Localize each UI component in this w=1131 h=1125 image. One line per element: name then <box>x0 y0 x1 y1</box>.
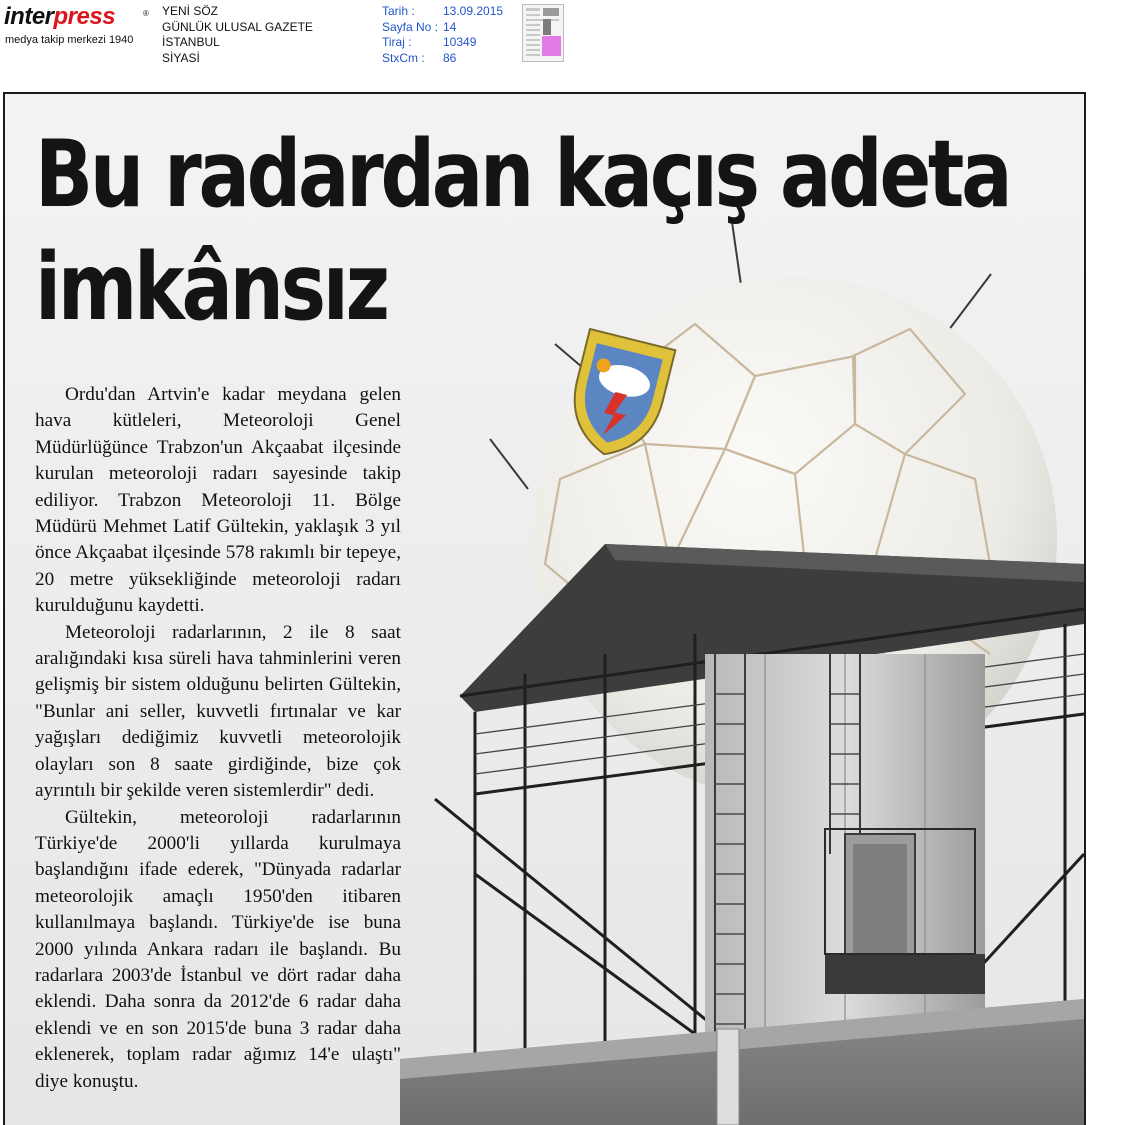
logo-wordmark <box>4 3 115 31</box>
date-label: Tarih : <box>382 4 415 18</box>
headline-line-2: imkânsız <box>35 233 387 341</box>
publication-city: İSTANBUL <box>162 35 220 49</box>
publication-type: GÜNLÜK ULUSAL GAZETE <box>162 19 313 34</box>
page-thumbnail <box>522 4 564 62</box>
logo-word-inter: inter <box>4 3 54 30</box>
article-headline <box>35 118 1010 344</box>
date-value: 13.09.2015 <box>443 4 504 18</box>
registered-mark: ® <box>143 9 149 18</box>
publication-info <box>162 4 313 66</box>
publication-section: SİYASİ <box>162 50 200 65</box>
page-label: Sayfa No : <box>382 19 439 34</box>
founded-year: 1940 <box>108 34 134 46</box>
headline-line-1: Bu radardan kaçış adeta <box>35 120 1010 228</box>
logo-tagline <box>5 34 133 46</box>
publication-name: YENİ SÖZ <box>162 4 219 18</box>
logo-word-press: press <box>53 3 116 30</box>
article-paragraph-2: Meteoroloji radarlarının, 2 ile 8 saat aralığındaki kısa süreli hava tahminlerini veren gelişmiş bir sistem olduğunu belirten Gültekin, "Bunlar ani seller, kuvvetli fırtınalar ve kar yağışları dediğimiz kuvvetli meteorolojik olayları son 8 saate girdiğinde, bize çok ayrıntılı bir şekilde veren sistemlerdir" dedi. <box>35 621 401 802</box>
stxcm-label: StxCm : <box>382 50 425 65</box>
circulation-value: 10349 <box>443 35 477 49</box>
stxcm-value: 86 <box>443 50 457 65</box>
circulation-label: Tiraj : <box>382 35 412 49</box>
tagline-text: medya takip merkezi <box>5 34 106 46</box>
article-paragraph-3: Gültekin, meteoroloji radarlarının Türkiye'de 2000'li yıllarda kurulmaya başlandığını ifade ederek, "Dünyada radarlar meteorolojik amaçlı 1950'den itibaren kullanılmaya başlandı. Türkiye'de ise buna 2000 yılında Ankara radarı ile başlandı. Bu radarlara 2003'de İstanbul ve dört radar daha eklendi. Daha sonra da 2012'de 6 radar daha eklendi ve en son 2015'de buna 3 radar daha eklenerek, toplam radar ağımız 14'e ulaştı" diye konuştu. <box>35 806 401 1092</box>
article-paragraph-1: Ordu'dan Artvin'e kadar meydana gelen hava kütleleri, Meteoroloji Genel Müdürlüğünce Trabzon'un Akçaabat ilçesinde kurulan meteoroloji radarı sayesinde takip ediliyor. Trabzon Meteoroloji 11. Bölge Müdürü Mehmet Latif Gültekin, yaklaşık 3 yıl önce Akçaabat ilçesinde 578 rakımlı bir tepeye, 20 metre yüksekliğinde meteoroloji radarı kurulduğunu kaydetti. <box>35 384 401 617</box>
article-clipping <box>3 92 1086 1125</box>
article-body <box>35 382 401 1095</box>
page-value: 14 <box>443 19 457 34</box>
clipping-header <box>0 0 1131 70</box>
interpress-logo <box>4 3 154 49</box>
